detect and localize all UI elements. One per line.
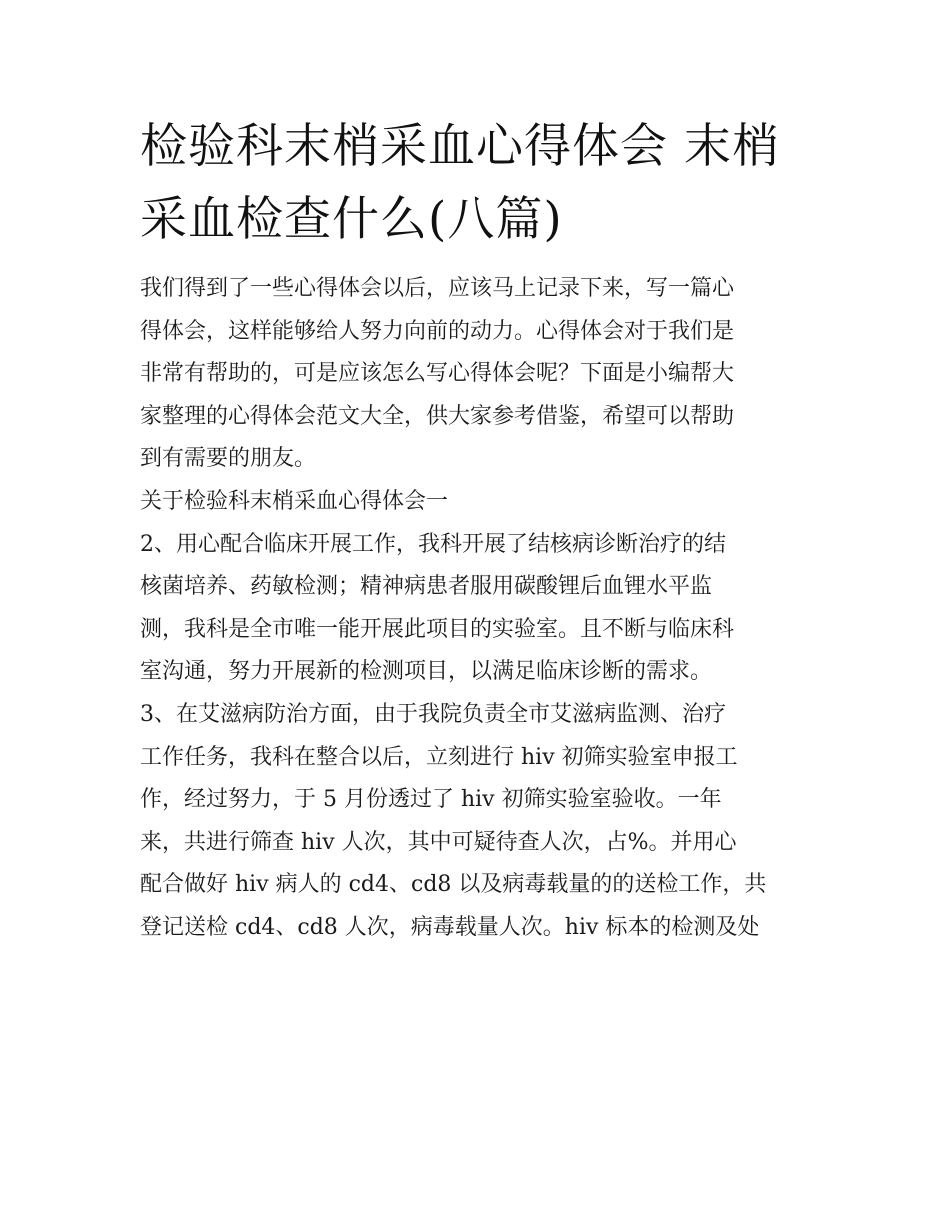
text-line: 3、在艾滋病防治方面，由于我院负责全市艾滋病监测、治疗 bbox=[140, 701, 726, 727]
text-line: 非常有帮助的，可是应该怎么写心得体会呢？下面是小编帮大 bbox=[140, 361, 735, 387]
text-line: 核菌培养、药敏检测；精神病患者服用碳酸锂后血锂水平监 bbox=[140, 574, 713, 600]
text-line: 测，我科是全市唯一能开展此项目的实验室。且不断与临床科 bbox=[140, 616, 735, 642]
text-line: 来，共进行筛查 hiv 人次，其中可疑待查人次，占%。并用心 bbox=[140, 829, 737, 855]
text-line: 我们得到了一些心得体会以后，应该马上记录下来，写一篇心 bbox=[140, 276, 735, 301]
point-2-paragraph bbox=[140, 524, 815, 694]
title-line: 检验科末梢采血心得体会 末梢 bbox=[140, 119, 780, 174]
text-line: 室沟通，努力开展新的检测项目，以满足临床诊断的需求。 bbox=[140, 659, 713, 685]
text-line: 登记送检 cd4、cd8 人次，病毒载量人次。hiv 标本的检测及处 bbox=[140, 914, 760, 940]
section-heading bbox=[140, 481, 815, 524]
document-page bbox=[140, 110, 815, 950]
text-line: 2、用心配合临床开展工作，我科开展了结核病诊断治疗的结 bbox=[140, 531, 726, 557]
document-title bbox=[140, 110, 815, 256]
text-line: 得体会，这样能够给人努力向前的动力。心得体会对于我们是 bbox=[140, 318, 735, 344]
intro-paragraph bbox=[140, 268, 815, 481]
text-line: 配合做好 hiv 病人的 cd4、cd8 以及病毒载量的的送检工作，共 bbox=[140, 872, 767, 898]
text-line: 到有需要的朋友。 bbox=[140, 446, 317, 472]
text-line: 作，经过努力，于 5 月份透过了 hiv 初筛实验室验收。一年 bbox=[140, 787, 722, 813]
text-line: 工作任务，我科在整合以后，立刻进行 hiv 初筛实验室申报工 bbox=[140, 744, 738, 770]
document-body bbox=[140, 268, 815, 950]
text-line: 关于检验科末梢采血心得体会一 bbox=[140, 488, 449, 514]
text-line: 家整理的心得体会范文大全，供大家参考借鉴，希望可以帮助 bbox=[140, 403, 735, 429]
title-line: 采血检查什么(八篇) bbox=[140, 192, 563, 247]
point-3-paragraph bbox=[140, 694, 815, 950]
